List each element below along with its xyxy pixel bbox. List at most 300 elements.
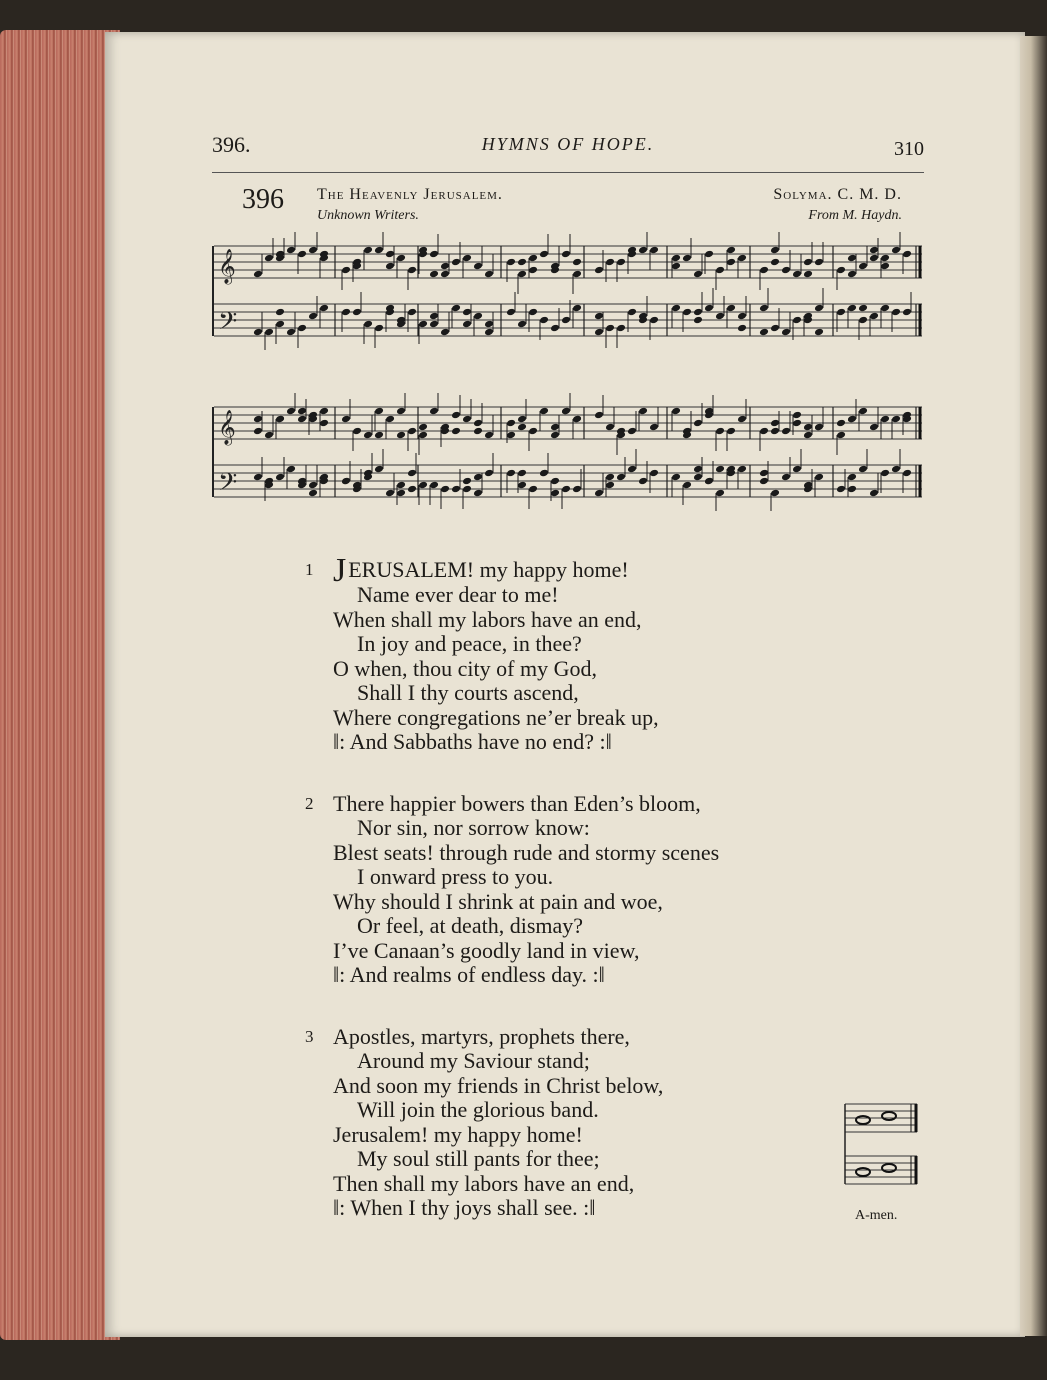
note-head (836, 308, 846, 317)
lyric-line (305, 681, 865, 706)
hymn-authors: Unknown Writers. (317, 208, 419, 223)
note-head (880, 262, 890, 271)
note-head (385, 262, 395, 271)
note-head (682, 308, 692, 317)
amen-score (843, 1098, 923, 1228)
note-head (638, 246, 648, 255)
note-head (682, 254, 692, 263)
note-head (363, 246, 373, 255)
note-head (726, 246, 736, 255)
note-head (550, 431, 560, 440)
note-head (440, 270, 450, 279)
note-head (671, 254, 681, 263)
running-title: HYMNS OF HOPE. (481, 134, 655, 154)
note-head (396, 254, 406, 263)
lyric-text: Blest seats! through rude and stormy scenes (333, 839, 720, 865)
note-head (891, 415, 901, 424)
note-head (759, 328, 769, 337)
note-head (902, 308, 912, 317)
note-head (880, 415, 890, 424)
note-head (704, 304, 714, 313)
note-head (418, 423, 428, 432)
note-head (836, 266, 846, 275)
note-head (561, 250, 571, 259)
note-head (473, 473, 483, 482)
hymn-composer: From M. Haydn. (808, 208, 902, 223)
bass-clef-icon: 𝄢 (218, 468, 238, 503)
note-head (275, 415, 285, 424)
note-head (506, 419, 516, 428)
note-head (671, 407, 681, 416)
note-head (649, 423, 659, 432)
note-head (462, 320, 472, 329)
note-head (814, 473, 824, 482)
note-head (594, 312, 604, 321)
note-head (671, 262, 681, 271)
note-head (462, 415, 472, 424)
lyric-line (305, 914, 865, 939)
note-head (759, 266, 769, 275)
note-head (319, 407, 329, 416)
note-head (814, 304, 824, 313)
note-head (451, 304, 461, 313)
lyric-text: I onward press to you. (357, 864, 554, 889)
note-head (253, 473, 263, 482)
note-head (374, 407, 384, 416)
note-head (517, 423, 527, 432)
note-head (847, 473, 857, 482)
note-head (803, 258, 813, 267)
note-head (594, 411, 604, 420)
note-head (737, 254, 747, 263)
lyric-text: Apostles, martyrs, prophets there, (333, 1023, 630, 1049)
note-head (462, 254, 472, 263)
note-head (869, 246, 879, 255)
note-head (770, 324, 780, 333)
note-head (858, 316, 868, 325)
book-page-edges (0, 30, 120, 1340)
note-head (385, 250, 395, 259)
note-head (550, 477, 560, 486)
lyric-line (305, 706, 865, 731)
drop-cap: J (333, 552, 347, 589)
note-head (836, 431, 846, 440)
lyric-text: Nor sin, nor sorrow know: (357, 815, 590, 840)
note-head (605, 258, 615, 267)
half-note-head (856, 1116, 870, 1124)
note-head (451, 411, 461, 420)
note-head (616, 473, 626, 482)
note-head (341, 477, 351, 486)
note-head (693, 316, 703, 325)
lyric-text: Or feel, at death, dismay? (357, 913, 584, 938)
note-head (462, 308, 472, 317)
note-head (847, 415, 857, 424)
note-head (363, 431, 373, 440)
note-head (484, 469, 494, 478)
note-head (440, 262, 450, 271)
note-head (781, 427, 791, 436)
stanza-number: 1 (305, 560, 314, 579)
note-head (836, 485, 846, 494)
note-head (550, 423, 560, 432)
note-head (374, 465, 384, 474)
note-head (363, 320, 373, 329)
note-head (341, 415, 351, 424)
lyric-text: When shall my labors have an end, (333, 606, 642, 632)
note-head (869, 312, 879, 321)
note-head (858, 465, 868, 474)
lyric-text: Around my Saviour stand; (357, 1048, 590, 1073)
note-head (770, 246, 780, 255)
note-head (550, 489, 560, 498)
note-head (264, 254, 274, 263)
note-head (561, 407, 571, 416)
note-head (528, 427, 538, 436)
note-head (253, 415, 263, 424)
lyric-line (305, 632, 865, 657)
note-head (429, 312, 439, 321)
note-head (297, 415, 307, 424)
note-head (539, 469, 549, 478)
lyric-text: Jerusalem! my happy home! (333, 1121, 583, 1147)
note-head (759, 477, 769, 486)
note-head (484, 270, 494, 279)
note-head (385, 489, 395, 498)
lyric-line (305, 841, 865, 866)
note-head (847, 270, 857, 279)
note-head (264, 431, 274, 440)
lyric-line (305, 792, 865, 817)
note-head (693, 308, 703, 317)
note-head (418, 481, 428, 490)
note-head (286, 407, 296, 416)
note-head (561, 485, 571, 494)
note-head (429, 407, 439, 416)
note-head (396, 481, 406, 490)
note-head (341, 266, 351, 275)
note-head (418, 431, 428, 440)
note-head (396, 489, 406, 498)
note-head (715, 465, 725, 474)
note-head (627, 465, 637, 474)
lyric-line (305, 608, 865, 633)
note-head (297, 407, 307, 416)
note-head (693, 270, 703, 279)
note-head (781, 473, 791, 482)
note-head (605, 324, 615, 333)
note-head (737, 415, 747, 424)
note-head (528, 485, 538, 494)
page-number-right: 310 (894, 138, 924, 160)
note-head (704, 477, 714, 486)
note-head (891, 465, 901, 474)
note-head (858, 262, 868, 271)
note-head (473, 427, 483, 436)
lyric-line (305, 1049, 865, 1074)
note-head (429, 250, 439, 259)
note-head (759, 469, 769, 478)
note-head (440, 328, 450, 337)
note-head (440, 485, 450, 494)
lyric-text: In joy and peace, in thee? (357, 631, 582, 656)
note-head (539, 316, 549, 325)
bass-clef-icon: 𝄢 (218, 307, 238, 342)
note-head (517, 320, 527, 329)
music-score-system-2 (212, 393, 924, 511)
note-head (572, 258, 582, 267)
note-head (451, 427, 461, 436)
lyric-text: Shall I thy courts ascend, (357, 680, 579, 705)
note-head (792, 465, 802, 474)
hymn-tune: Solyma. C. M. D. (773, 186, 902, 203)
note-head (869, 254, 879, 263)
note-head (374, 431, 384, 440)
note-head (484, 328, 494, 337)
stanza-number: 3 (305, 1026, 314, 1046)
note-head (418, 320, 428, 329)
note-head (275, 473, 285, 482)
note-head (715, 489, 725, 498)
lyric-text: I’ve Canaan’s goodly land in view, (333, 937, 640, 963)
note-head (297, 324, 307, 333)
lyric-line (305, 552, 865, 589)
note-head (352, 427, 362, 436)
note-head (308, 246, 318, 255)
note-head (407, 427, 417, 436)
note-head (473, 489, 483, 498)
note-head (451, 258, 461, 267)
note-head (275, 320, 285, 329)
note-head (792, 419, 802, 428)
note-head (429, 270, 439, 279)
stanza-number: 2 (305, 793, 314, 813)
lyric-line (305, 939, 865, 964)
note-head (572, 270, 582, 279)
note-head (308, 481, 318, 490)
lyric-text: Will join the glorious band. (357, 1097, 599, 1122)
note-head (649, 469, 659, 478)
note-head (594, 328, 604, 337)
note-head (462, 477, 472, 486)
note-head (253, 427, 263, 436)
note-head (704, 250, 714, 259)
note-head (781, 328, 791, 337)
note-head (803, 423, 813, 432)
note-head (770, 489, 780, 498)
note-head (473, 312, 483, 321)
lyric-line (305, 730, 865, 755)
lyric-text: There happier bowers than Eden’s bloom, (333, 790, 701, 816)
lyric-line (305, 1147, 865, 1172)
lyric-line (305, 1074, 865, 1099)
note-head (561, 316, 571, 325)
note-head (671, 473, 681, 482)
note-head (880, 254, 890, 263)
note-head (858, 304, 868, 313)
note-head (616, 258, 626, 267)
note-head (385, 415, 395, 424)
note-head (308, 312, 318, 321)
note-head (605, 423, 615, 432)
lyric-text: And soon my friends in Christ below, (333, 1072, 664, 1098)
note-head (869, 489, 879, 498)
note-head (506, 258, 516, 267)
note-head (319, 304, 329, 313)
half-note-head (856, 1168, 870, 1176)
note-head (737, 324, 747, 333)
lyric-text: Name ever dear to me! (357, 582, 559, 607)
note-head (770, 427, 780, 436)
note-head (506, 308, 516, 317)
note-head (451, 485, 461, 494)
music-score-system-1 (212, 232, 924, 350)
lyric-line (305, 865, 865, 890)
note-head (781, 266, 791, 275)
note-head (484, 431, 494, 440)
note-head (891, 308, 901, 317)
lyric-line (305, 1098, 865, 1123)
note-head (352, 308, 362, 317)
lyric-line (305, 890, 865, 915)
hymn-lyrics (305, 552, 865, 1258)
note-head (341, 308, 351, 317)
note-head (462, 485, 472, 494)
note-head (627, 308, 637, 317)
note-head (528, 308, 538, 317)
note-head (572, 485, 582, 494)
note-head (891, 246, 901, 255)
note-head (253, 270, 263, 279)
running-head (212, 132, 924, 173)
note-head (638, 477, 648, 486)
note-head (858, 407, 868, 416)
lyric-line (305, 1172, 865, 1197)
note-head (286, 246, 296, 255)
note-head (308, 489, 318, 498)
lyric-line (305, 1025, 865, 1050)
note-head (726, 258, 736, 267)
note-head (682, 481, 692, 490)
stanza (305, 552, 865, 755)
note-head (517, 481, 527, 490)
note-head (605, 473, 615, 482)
hymn-header (212, 182, 902, 230)
note-head (275, 308, 285, 317)
note-head (594, 266, 604, 275)
note-head (869, 423, 879, 432)
note-head (484, 320, 494, 329)
note-head (528, 254, 538, 263)
note-head (594, 489, 604, 498)
note-head (649, 246, 659, 255)
hymn-title: The Heavenly Jerusalem. (317, 186, 503, 203)
lyric-text: Where congregations ne’er break up, (333, 704, 659, 730)
note-head (836, 419, 846, 428)
note-head (814, 328, 824, 337)
note-head (396, 407, 406, 416)
note-head (715, 266, 725, 275)
note-head (264, 328, 274, 337)
stanza (305, 792, 865, 988)
note-head (803, 431, 813, 440)
note-head (737, 465, 747, 474)
stanza (305, 1025, 865, 1221)
note-head (847, 485, 857, 494)
note-head (286, 328, 296, 337)
lyric-line (305, 816, 865, 841)
note-head (374, 324, 384, 333)
note-head (814, 423, 824, 432)
amen-label: A-men. (855, 1208, 898, 1223)
amen-music-notation (843, 1098, 923, 1203)
note-head (847, 304, 857, 313)
page-number-left: 396. (212, 132, 251, 157)
lyric-line (305, 1123, 865, 1148)
note-head (792, 411, 802, 420)
lyric-text: ERUSALEM! my happy home! (348, 557, 629, 582)
note-head (737, 312, 747, 321)
note-head (880, 304, 890, 313)
note-head (693, 419, 703, 428)
note-head (539, 250, 549, 259)
note-head (726, 304, 736, 313)
note-head (814, 258, 824, 267)
note-head (374, 246, 384, 255)
lyric-line (305, 657, 865, 682)
lyric-text: ‖: And realms of endless day. :‖ (333, 962, 605, 987)
note-head (407, 266, 417, 275)
note-head (770, 419, 780, 428)
note-head (517, 469, 527, 478)
lyric-text: O when, thou city of my God, (333, 655, 597, 681)
book-gutter-right (1020, 36, 1047, 1336)
note-head (506, 431, 516, 440)
note-head (715, 427, 725, 436)
note-head (407, 308, 417, 317)
note-head (902, 469, 912, 478)
note-head (429, 320, 439, 329)
note-head (715, 312, 725, 321)
note-head (803, 270, 813, 279)
note-head (396, 431, 406, 440)
note-head (880, 469, 890, 478)
note-head (572, 304, 582, 313)
lyric-line (305, 963, 865, 988)
note-head (627, 427, 637, 436)
note-head (649, 316, 659, 325)
lyric-line (305, 1196, 865, 1221)
note-head (726, 427, 736, 436)
note-head (693, 465, 703, 474)
note-head (759, 304, 769, 313)
lyric-text: ‖: When I thy joys shall see. :‖ (333, 1195, 596, 1220)
note-head (407, 469, 417, 478)
lyric-text: Why should I shrink at pain and woe, (333, 888, 663, 914)
note-head (473, 419, 483, 428)
lyric-text: My soul still pants for thee; (357, 1146, 600, 1171)
lyric-text: ‖: And Sabbaths have no end? :‖ (333, 729, 612, 754)
note-head (550, 324, 560, 333)
note-head (770, 258, 780, 267)
note-head (297, 250, 307, 259)
note-head (792, 316, 802, 325)
note-head (638, 407, 648, 416)
treble-clef-icon: 𝄞 (218, 249, 236, 284)
half-note-head (882, 1164, 896, 1172)
note-head (517, 258, 527, 267)
lyric-line (305, 583, 865, 608)
